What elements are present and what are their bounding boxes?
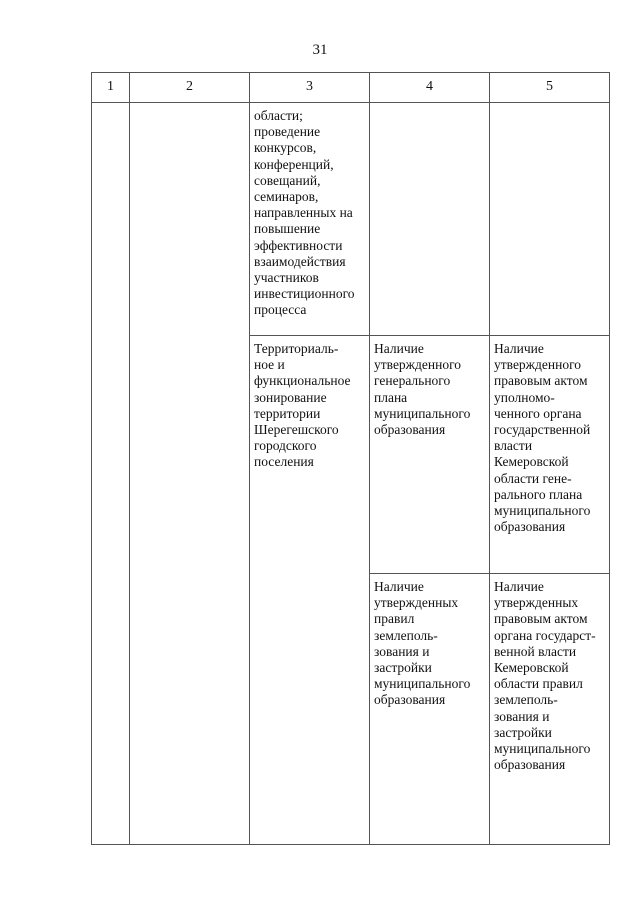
header-col-3: 3 <box>250 73 370 103</box>
row2-col5-cell: Наличие утвержденного правовым актом уполномо- ченного органа государственной власти Кемеровской области гене- рального плана муниципального образования <box>490 336 610 574</box>
row1-col4-cell <box>370 103 490 336</box>
header-col-5: 5 <box>490 73 610 103</box>
col-2-body-cell <box>130 103 250 845</box>
data-table <box>91 72 610 845</box>
header-col-1: 1 <box>92 73 130 103</box>
row3-col5-cell: Наличие утвержденных правовым актом органа государст- венной власти Кемеровской области правил землеполь- зования и застройки муниципального образования <box>490 574 610 845</box>
row3-col4-cell: Наличие утвержденных правил землеполь- зования и застройки муниципального образования <box>370 574 490 845</box>
row1-col3-cell: области; проведение конкурсов, конференций, совещаний, семинаров, направленных на повышение эффективности взаимодействия участников инвестиционного процесса <box>250 103 370 336</box>
header-col-4: 4 <box>370 73 490 103</box>
page-number: 31 <box>312 42 328 58</box>
row2-col3-cell: Территориаль- ное и функциональное зонирование территории Шерегешского городского поселения <box>250 336 370 845</box>
header-col-2: 2 <box>130 73 250 103</box>
row1-col5-cell <box>490 103 610 336</box>
row2-col4-cell: Наличие утвержденного генерального плана муниципального образования <box>370 336 490 574</box>
col-1-body-cell <box>92 103 130 845</box>
